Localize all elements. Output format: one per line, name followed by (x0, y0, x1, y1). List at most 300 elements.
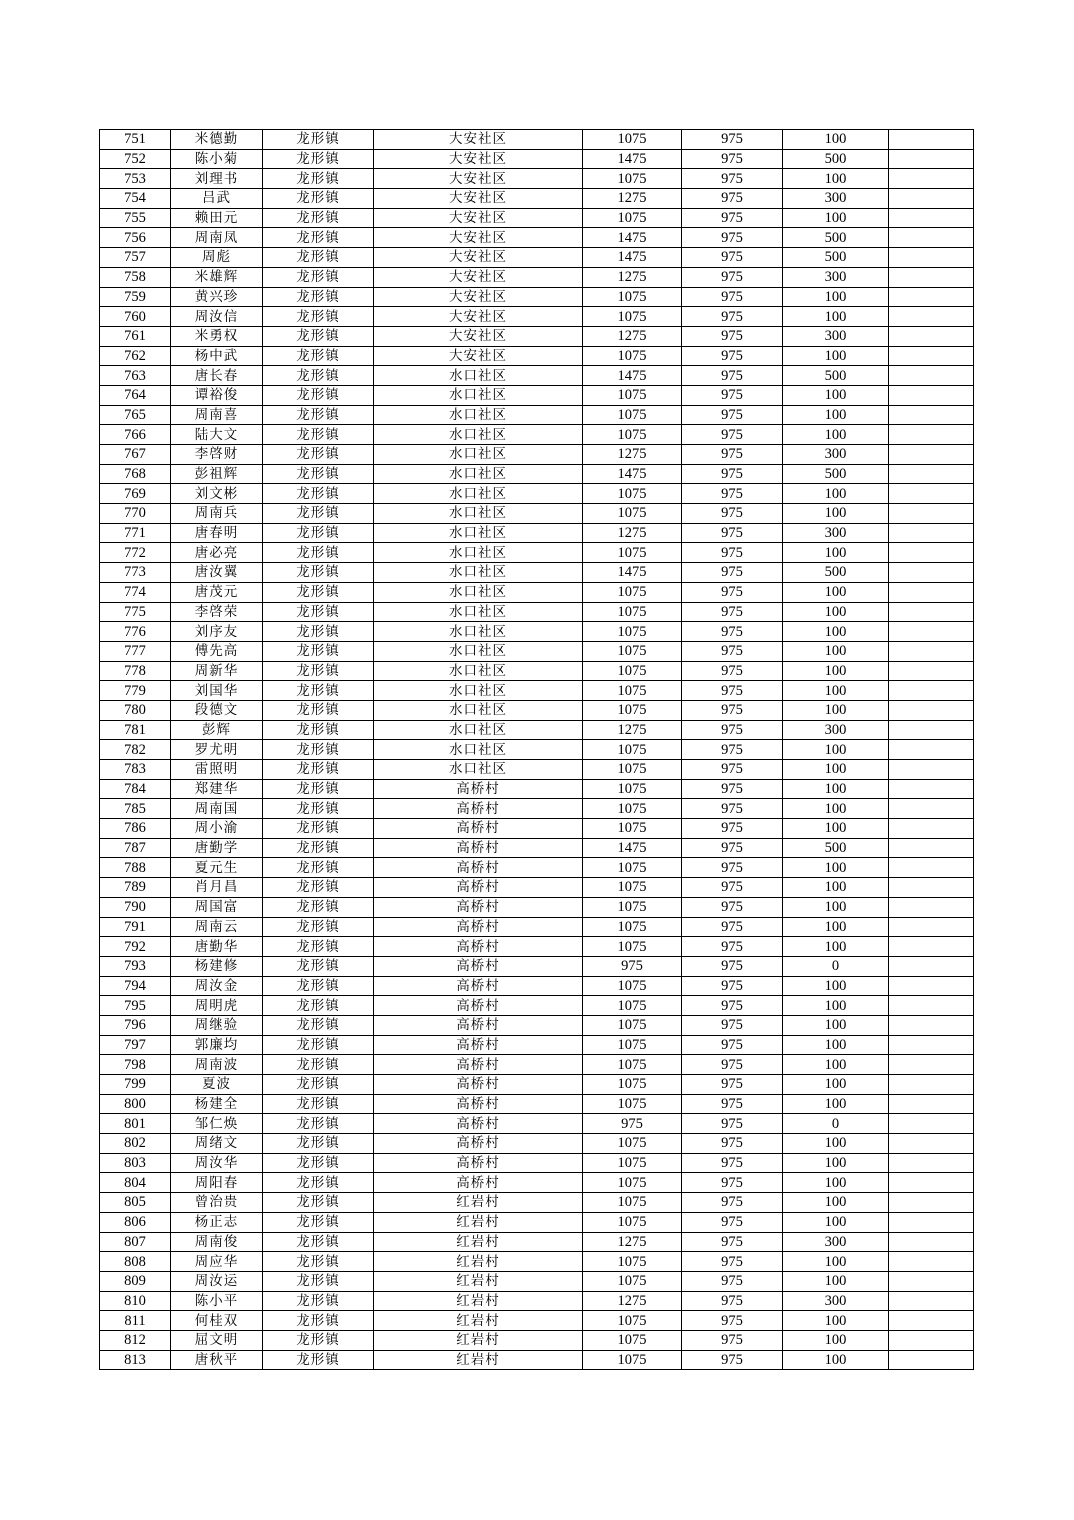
amount-a-cell: 1475 (583, 563, 682, 583)
village-cell: 大安社区 (374, 248, 583, 268)
table-row (100, 464, 974, 484)
amount-c-cell: 100 (783, 740, 889, 760)
remark-cell (889, 1232, 974, 1252)
table-row (100, 149, 974, 169)
table-row (100, 1173, 974, 1193)
remark-cell (889, 1252, 974, 1272)
amount-c-cell: 300 (783, 1232, 889, 1252)
remark-cell (889, 267, 974, 287)
town-cell: 龙形镇 (263, 956, 374, 976)
name-cell: 周南国 (171, 799, 263, 819)
remark-cell (889, 819, 974, 839)
village-cell: 高桥村 (374, 996, 583, 1016)
town-cell: 龙形镇 (263, 484, 374, 504)
town-cell: 龙形镇 (263, 661, 374, 681)
amount-a-cell: 1075 (583, 1035, 682, 1055)
amount-c-cell: 100 (783, 504, 889, 524)
village-cell: 水口社区 (374, 622, 583, 642)
village-cell: 高桥村 (374, 1015, 583, 1035)
name-cell: 周阳春 (171, 1173, 263, 1193)
amount-a-cell: 1075 (583, 1193, 682, 1213)
amount-a-cell: 1075 (583, 1311, 682, 1331)
remark-cell (889, 956, 974, 976)
amount-c-cell: 100 (783, 602, 889, 622)
table-row (100, 1212, 974, 1232)
name-cell: 黄兴珍 (171, 287, 263, 307)
table-row (100, 1075, 974, 1095)
amount-c-cell: 300 (783, 445, 889, 465)
serial-number-cell: 812 (100, 1330, 171, 1350)
amount-a-cell: 1075 (583, 405, 682, 425)
name-cell: 肖月昌 (171, 878, 263, 898)
remark-cell (889, 760, 974, 780)
amount-a-cell: 1075 (583, 287, 682, 307)
amount-b-cell: 975 (682, 1212, 783, 1232)
serial-number-cell: 774 (100, 582, 171, 602)
table-row (100, 287, 974, 307)
town-cell: 龙形镇 (263, 267, 374, 287)
name-cell: 唐茂元 (171, 582, 263, 602)
village-cell: 水口社区 (374, 681, 583, 701)
town-cell: 龙形镇 (263, 720, 374, 740)
amount-a-cell: 1075 (583, 543, 682, 563)
serial-number-cell: 793 (100, 956, 171, 976)
table-row (100, 1252, 974, 1272)
amount-c-cell: 500 (783, 563, 889, 583)
amount-c-cell: 100 (783, 307, 889, 327)
town-cell: 龙形镇 (263, 740, 374, 760)
table-row (100, 484, 974, 504)
village-cell: 高桥村 (374, 779, 583, 799)
amount-c-cell: 100 (783, 878, 889, 898)
name-cell: 周南兵 (171, 504, 263, 524)
name-cell: 杨中武 (171, 346, 263, 366)
amount-a-cell: 1075 (583, 1173, 682, 1193)
table-row (100, 1271, 974, 1291)
serial-number-cell: 803 (100, 1153, 171, 1173)
name-cell: 郭廉均 (171, 1035, 263, 1055)
amount-c-cell: 100 (783, 819, 889, 839)
table-row (100, 740, 974, 760)
table-row (100, 1153, 974, 1173)
serial-number-cell: 785 (100, 799, 171, 819)
town-cell: 龙形镇 (263, 1055, 374, 1075)
remark-cell (889, 287, 974, 307)
amount-c-cell: 100 (783, 937, 889, 957)
table-row (100, 622, 974, 642)
name-cell: 彭辉 (171, 720, 263, 740)
town-cell: 龙形镇 (263, 248, 374, 268)
name-cell: 屈文明 (171, 1330, 263, 1350)
amount-a-cell: 1275 (583, 1232, 682, 1252)
name-cell: 杨正志 (171, 1212, 263, 1232)
amount-c-cell: 100 (783, 1330, 889, 1350)
amount-c-cell: 100 (783, 287, 889, 307)
amount-b-cell: 975 (682, 878, 783, 898)
table-row (100, 1350, 974, 1370)
amount-c-cell: 100 (783, 760, 889, 780)
amount-b-cell: 975 (682, 189, 783, 209)
remark-cell (889, 582, 974, 602)
table-row (100, 700, 974, 720)
amount-c-cell: 100 (783, 1153, 889, 1173)
name-cell: 曾治贵 (171, 1193, 263, 1213)
amount-c-cell: 500 (783, 366, 889, 386)
amount-a-cell: 1075 (583, 779, 682, 799)
town-cell: 龙形镇 (263, 819, 374, 839)
amount-c-cell: 100 (783, 897, 889, 917)
table-row (100, 1114, 974, 1134)
serial-number-cell: 759 (100, 287, 171, 307)
amount-b-cell: 975 (682, 326, 783, 346)
name-cell: 米勇权 (171, 326, 263, 346)
name-cell: 雷照明 (171, 760, 263, 780)
amount-b-cell: 975 (682, 1252, 783, 1272)
amount-a-cell: 1075 (583, 1212, 682, 1232)
amount-a-cell: 1075 (583, 1015, 682, 1035)
village-cell: 水口社区 (374, 504, 583, 524)
name-cell: 周南喜 (171, 405, 263, 425)
serial-number-cell: 801 (100, 1114, 171, 1134)
amount-c-cell: 100 (783, 130, 889, 150)
amount-c-cell: 100 (783, 1350, 889, 1370)
village-cell: 大安社区 (374, 307, 583, 327)
table-row (100, 897, 974, 917)
serial-number-cell: 778 (100, 661, 171, 681)
table-row (100, 1134, 974, 1154)
name-cell: 周彪 (171, 248, 263, 268)
serial-number-cell: 751 (100, 130, 171, 150)
remark-cell (889, 1114, 974, 1134)
name-cell: 陈小菊 (171, 149, 263, 169)
amount-c-cell: 100 (783, 1035, 889, 1055)
table-row (100, 248, 974, 268)
remark-cell (889, 385, 974, 405)
town-cell: 龙形镇 (263, 681, 374, 701)
village-cell: 水口社区 (374, 405, 583, 425)
name-cell: 何桂双 (171, 1311, 263, 1331)
amount-c-cell: 100 (783, 582, 889, 602)
remark-cell (889, 917, 974, 937)
amount-a-cell: 1075 (583, 130, 682, 150)
remark-cell (889, 1094, 974, 1114)
town-cell: 龙形镇 (263, 1153, 374, 1173)
amount-b-cell: 975 (682, 760, 783, 780)
village-cell: 高桥村 (374, 1153, 583, 1173)
serial-number-cell: 791 (100, 917, 171, 937)
town-cell: 龙形镇 (263, 1271, 374, 1291)
table-row (100, 976, 974, 996)
amount-b-cell: 975 (682, 248, 783, 268)
village-cell: 红岩村 (374, 1252, 583, 1272)
serial-number-cell: 762 (100, 346, 171, 366)
amount-b-cell: 975 (682, 1114, 783, 1134)
amount-a-cell: 1475 (583, 838, 682, 858)
amount-c-cell: 100 (783, 1212, 889, 1232)
amount-c-cell: 500 (783, 838, 889, 858)
amount-c-cell: 100 (783, 169, 889, 189)
amount-c-cell: 100 (783, 1173, 889, 1193)
name-cell: 周南云 (171, 917, 263, 937)
remark-cell (889, 858, 974, 878)
serial-number-cell: 813 (100, 1350, 171, 1370)
amount-a-cell: 1475 (583, 248, 682, 268)
serial-number-cell: 799 (100, 1075, 171, 1095)
amount-a-cell: 1075 (583, 897, 682, 917)
village-cell: 大安社区 (374, 208, 583, 228)
village-cell: 红岩村 (374, 1350, 583, 1370)
amount-c-cell: 100 (783, 700, 889, 720)
amount-b-cell: 975 (682, 799, 783, 819)
amount-a-cell: 1075 (583, 425, 682, 445)
amount-b-cell: 975 (682, 464, 783, 484)
amount-a-cell: 1075 (583, 1134, 682, 1154)
remark-cell (889, 307, 974, 327)
town-cell: 龙形镇 (263, 700, 374, 720)
serial-number-cell: 775 (100, 602, 171, 622)
remark-cell (889, 208, 974, 228)
town-cell: 龙形镇 (263, 326, 374, 346)
amount-b-cell: 975 (682, 267, 783, 287)
serial-number-cell: 767 (100, 445, 171, 465)
amount-b-cell: 975 (682, 405, 783, 425)
amount-b-cell: 975 (682, 130, 783, 150)
remark-cell (889, 779, 974, 799)
name-cell: 周明虎 (171, 996, 263, 1016)
table-row (100, 1232, 974, 1252)
amount-b-cell: 975 (682, 385, 783, 405)
name-cell: 周应华 (171, 1252, 263, 1272)
village-cell: 高桥村 (374, 1134, 583, 1154)
amount-b-cell: 975 (682, 720, 783, 740)
village-cell: 红岩村 (374, 1311, 583, 1331)
serial-number-cell: 810 (100, 1291, 171, 1311)
amount-b-cell: 975 (682, 149, 783, 169)
village-cell: 大安社区 (374, 346, 583, 366)
remark-cell (889, 1035, 974, 1055)
table-row (100, 326, 974, 346)
village-cell: 水口社区 (374, 543, 583, 563)
village-cell: 水口社区 (374, 563, 583, 583)
serial-number-cell: 780 (100, 700, 171, 720)
remark-cell (889, 996, 974, 1016)
amount-b-cell: 975 (682, 366, 783, 386)
name-cell: 段德文 (171, 700, 263, 720)
amount-b-cell: 975 (682, 976, 783, 996)
remark-cell (889, 937, 974, 957)
town-cell: 龙形镇 (263, 897, 374, 917)
amount-b-cell: 975 (682, 1035, 783, 1055)
serial-number-cell: 765 (100, 405, 171, 425)
serial-number-cell: 788 (100, 858, 171, 878)
village-cell: 水口社区 (374, 464, 583, 484)
name-cell: 彭祖辉 (171, 464, 263, 484)
amount-a-cell: 1075 (583, 484, 682, 504)
amount-a-cell: 1075 (583, 307, 682, 327)
name-cell: 周汝华 (171, 1153, 263, 1173)
serial-number-cell: 776 (100, 622, 171, 642)
amount-a-cell: 1275 (583, 326, 682, 346)
remark-cell (889, 504, 974, 524)
amount-c-cell: 100 (783, 661, 889, 681)
serial-number-cell: 786 (100, 819, 171, 839)
name-cell: 周南波 (171, 1055, 263, 1075)
remark-cell (889, 897, 974, 917)
amount-c-cell: 100 (783, 681, 889, 701)
village-cell: 高桥村 (374, 1173, 583, 1193)
amount-b-cell: 975 (682, 208, 783, 228)
amount-a-cell: 1075 (583, 799, 682, 819)
village-cell: 水口社区 (374, 661, 583, 681)
serial-number-cell: 779 (100, 681, 171, 701)
town-cell: 龙形镇 (263, 149, 374, 169)
village-cell: 大安社区 (374, 149, 583, 169)
remark-cell (889, 1193, 974, 1213)
village-cell: 水口社区 (374, 366, 583, 386)
amount-b-cell: 975 (682, 858, 783, 878)
name-cell: 刘序友 (171, 622, 263, 642)
serial-number-cell: 763 (100, 366, 171, 386)
amount-b-cell: 975 (682, 819, 783, 839)
serial-number-cell: 773 (100, 563, 171, 583)
village-cell: 水口社区 (374, 700, 583, 720)
village-cell: 红岩村 (374, 1291, 583, 1311)
table-row (100, 641, 974, 661)
remark-cell (889, 1173, 974, 1193)
village-cell: 高桥村 (374, 917, 583, 937)
town-cell: 龙形镇 (263, 385, 374, 405)
town-cell: 龙形镇 (263, 1035, 374, 1055)
amount-b-cell: 975 (682, 838, 783, 858)
table-row (100, 1015, 974, 1035)
serial-number-cell: 772 (100, 543, 171, 563)
remark-cell (889, 563, 974, 583)
amount-a-cell: 1275 (583, 1291, 682, 1311)
amount-a-cell: 1075 (583, 582, 682, 602)
amount-b-cell: 975 (682, 1173, 783, 1193)
amount-b-cell: 975 (682, 1271, 783, 1291)
amount-c-cell: 100 (783, 1055, 889, 1075)
amount-a-cell: 1075 (583, 740, 682, 760)
village-cell: 大安社区 (374, 130, 583, 150)
table-row (100, 425, 974, 445)
name-cell: 周小渝 (171, 819, 263, 839)
table-row (100, 878, 974, 898)
amount-c-cell: 300 (783, 326, 889, 346)
amount-c-cell: 100 (783, 1015, 889, 1035)
serial-number-cell: 789 (100, 878, 171, 898)
village-cell: 高桥村 (374, 956, 583, 976)
amount-b-cell: 975 (682, 425, 783, 445)
town-cell: 龙形镇 (263, 504, 374, 524)
village-cell: 红岩村 (374, 1330, 583, 1350)
name-cell: 李啓荣 (171, 602, 263, 622)
remark-cell (889, 130, 974, 150)
village-cell: 水口社区 (374, 445, 583, 465)
amount-b-cell: 975 (682, 228, 783, 248)
amount-a-cell: 1075 (583, 504, 682, 524)
village-cell: 大安社区 (374, 267, 583, 287)
amount-a-cell: 1075 (583, 858, 682, 878)
amount-c-cell: 300 (783, 523, 889, 543)
name-cell: 唐勤学 (171, 838, 263, 858)
amount-a-cell: 1275 (583, 523, 682, 543)
name-cell: 杨建修 (171, 956, 263, 976)
town-cell: 龙形镇 (263, 582, 374, 602)
amount-c-cell: 100 (783, 779, 889, 799)
amount-c-cell: 100 (783, 346, 889, 366)
amount-a-cell: 1075 (583, 937, 682, 957)
amount-c-cell: 500 (783, 149, 889, 169)
amount-b-cell: 975 (682, 1055, 783, 1075)
remark-cell (889, 248, 974, 268)
table-row (100, 602, 974, 622)
table-row (100, 346, 974, 366)
remark-cell (889, 622, 974, 642)
remark-cell (889, 1350, 974, 1370)
amount-b-cell: 975 (682, 1330, 783, 1350)
amount-b-cell: 975 (682, 484, 783, 504)
serial-number-cell: 784 (100, 779, 171, 799)
amount-b-cell: 975 (682, 1291, 783, 1311)
amount-a-cell: 1075 (583, 917, 682, 937)
village-cell: 高桥村 (374, 858, 583, 878)
remark-cell (889, 543, 974, 563)
amount-b-cell: 975 (682, 602, 783, 622)
serial-number-cell: 754 (100, 189, 171, 209)
town-cell: 龙形镇 (263, 287, 374, 307)
remark-cell (889, 484, 974, 504)
village-cell: 水口社区 (374, 582, 583, 602)
town-cell: 龙形镇 (263, 425, 374, 445)
serial-number-cell: 783 (100, 760, 171, 780)
amount-c-cell: 500 (783, 228, 889, 248)
name-cell: 米雄辉 (171, 267, 263, 287)
town-cell: 龙形镇 (263, 760, 374, 780)
village-cell: 高桥村 (374, 1075, 583, 1095)
town-cell: 龙形镇 (263, 799, 374, 819)
table-row (100, 189, 974, 209)
name-cell: 刘理书 (171, 169, 263, 189)
table-row (100, 858, 974, 878)
town-cell: 龙形镇 (263, 1134, 374, 1154)
amount-c-cell: 100 (783, 1134, 889, 1154)
table-row (100, 228, 974, 248)
town-cell: 龙形镇 (263, 1291, 374, 1311)
serial-number-cell: 757 (100, 248, 171, 268)
town-cell: 龙形镇 (263, 189, 374, 209)
amount-a-cell: 1075 (583, 622, 682, 642)
amount-a-cell: 1075 (583, 1153, 682, 1173)
town-cell: 龙形镇 (263, 405, 374, 425)
village-cell: 水口社区 (374, 385, 583, 405)
table-row (100, 1311, 974, 1331)
amount-c-cell: 100 (783, 1271, 889, 1291)
village-cell: 大安社区 (374, 189, 583, 209)
remark-cell (889, 189, 974, 209)
remark-cell (889, 405, 974, 425)
amount-a-cell: 1475 (583, 366, 682, 386)
amount-b-cell: 975 (682, 445, 783, 465)
table-row (100, 1330, 974, 1350)
town-cell: 龙形镇 (263, 1114, 374, 1134)
town-cell: 龙形镇 (263, 976, 374, 996)
village-cell: 高桥村 (374, 937, 583, 957)
town-cell: 龙形镇 (263, 622, 374, 642)
amount-a-cell: 1075 (583, 700, 682, 720)
town-cell: 龙形镇 (263, 1232, 374, 1252)
serial-number-cell: 761 (100, 326, 171, 346)
